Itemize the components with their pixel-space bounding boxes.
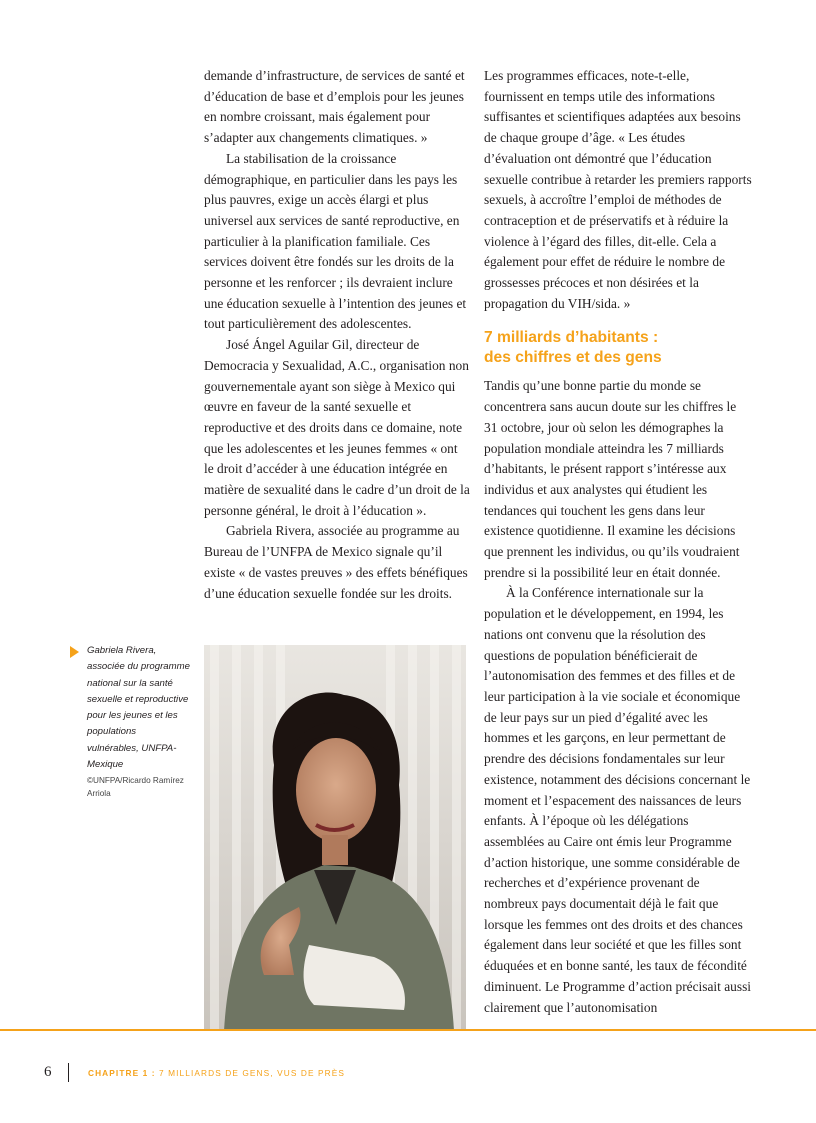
paragraph: À la Conférence internationale sur la population et le développement, en 1994, les nations ont convenu que la résolution des questions de population bénéficierait de l’autonomisation des femmes et des filles et de leur participation à la vie sociale et économique de leur pays sur un pied d’égalité avec les hommes et les garçons, en leur permettant de prendre des décisions fondamentales sur leur existence, notamment des décisions concernant le moment et l’espacement des naissances de leurs enfants. À l’époque où les délégations assemblées au Caire ont émis leur Programme d’action historique, une somme considérable de recherches et d’expérience provenant de nombreux pays documentait déjà le fait que lorsque les femmes ont des droits et des chances également dans leur société et que les filles sont éduquées et en bonne santé, les taux de fécondité diminuent. Le Programme d’action précisait aussi clairement que l’autonomisation [484,585,751,1015]
paragraph: La stabilisation de la croissance démographique, en particulier dans les pays les plus pauvres, exige un accès élargi et plus universel aux services de santé reproductive, en particulier à la planification familiale. Ces services doivent être fondés sur les droits de la personne et les renforcer ; ils devraient inclure une éducation sexuelle à l’intention des jeunes et tout particulièrement des adolescentes. [204,150,467,332]
orange-triangle-icon [70,646,79,658]
section-heading-line2: des chiffres et des gens [484,349,662,367]
footer-divider [0,1029,816,1031]
page-footer [0,1064,816,1084]
footer-separator [68,1063,69,1082]
text-column-left [204,66,470,604]
photo-credit: ©UNFPA/Ricardo Ramírez Arriola [87,776,184,799]
portrait-photo-illustration [204,645,466,1031]
caption-text: Gabriela Rivera, associée du programme national sur la santé sexuelle et reproductive pour les jeunes et les populations vulnérables, UNFPA-Mexique [87,645,190,771]
paragraph: Les programmes efficaces, note-t-elle, fournissent en temps utile des informations suffisantes et scientifiques adaptées aux besoins de chaque groupe d’âge. « Les études d’évaluation ont démontré que l’éducation sexuelle contribue à retarder les premiers rapports sexuels, à accroître l’emploi de méthodes de contraception et de préservatifs et à réduire la violence à l’égard des filles, dit-elle. Cela a également pour effet de réduire le nombre de grossesses précoces et non désirées et la propagation du VIH/sida. » [484,68,752,311]
paragraph: José Ángel Aguilar Gil, directeur de Democracia y Sexualidad, A.C., organisation non gouvernementale ayant son siège à Mexico qui œuvre en faveur de la santé sexuelle et reproductive et des droits dans ce domaine, note que les adolescentes et les jeunes femmes « ont le droit d’accéder à une éducation intégrée en matière de sexualité dans le cadre d’un droit de la personne général, le droit à l’éducation ». [204,337,470,518]
paragraph: Tandis qu’une bonne partie du monde se concentrera sans aucun doute sur les chiffres le 31 octobre, jour où selon les démographes la population mondiale atteindra les 7 milliards d’habitants, le présent rapport s’intéresse aux individus et aux analystes qui étudient les tendances qui touchent les gens dans leur existence quotidienne. Il examine les décisions que prennent les individus, ou qu’ils voudraient prendre si la possibilité leur en était donnée. [484,378,740,580]
section-heading [484,328,752,368]
paragraph: Gabriela Rivera, associée au programme au Bureau de l’UNFPA de Mexico signale qu’il existe « de vastes preuves » des effets bénéfiques d’une éducation sexuelle fondée sur les droits. [204,523,468,601]
paragraph: demande d’infrastructure, de services de santé et d’éducation de base et d’emplois pour les jeunes en nombre croissant, mais également pour s’adapter aux changements climatiques. » [204,68,465,146]
text-column-right [484,66,752,1018]
photo-caption [70,643,190,800]
chapter-title: 7 MILLIARDS DE GENS, VUS DE PRÈS [159,1068,345,1078]
portrait-photo [204,645,466,1031]
page-number: 6 [44,1064,52,1080]
chapter-number: CHAPITRE 1 : [88,1068,156,1078]
chapter-label [88,1068,345,1078]
section-heading-line1: 7 milliards d’habitants : [484,329,659,347]
